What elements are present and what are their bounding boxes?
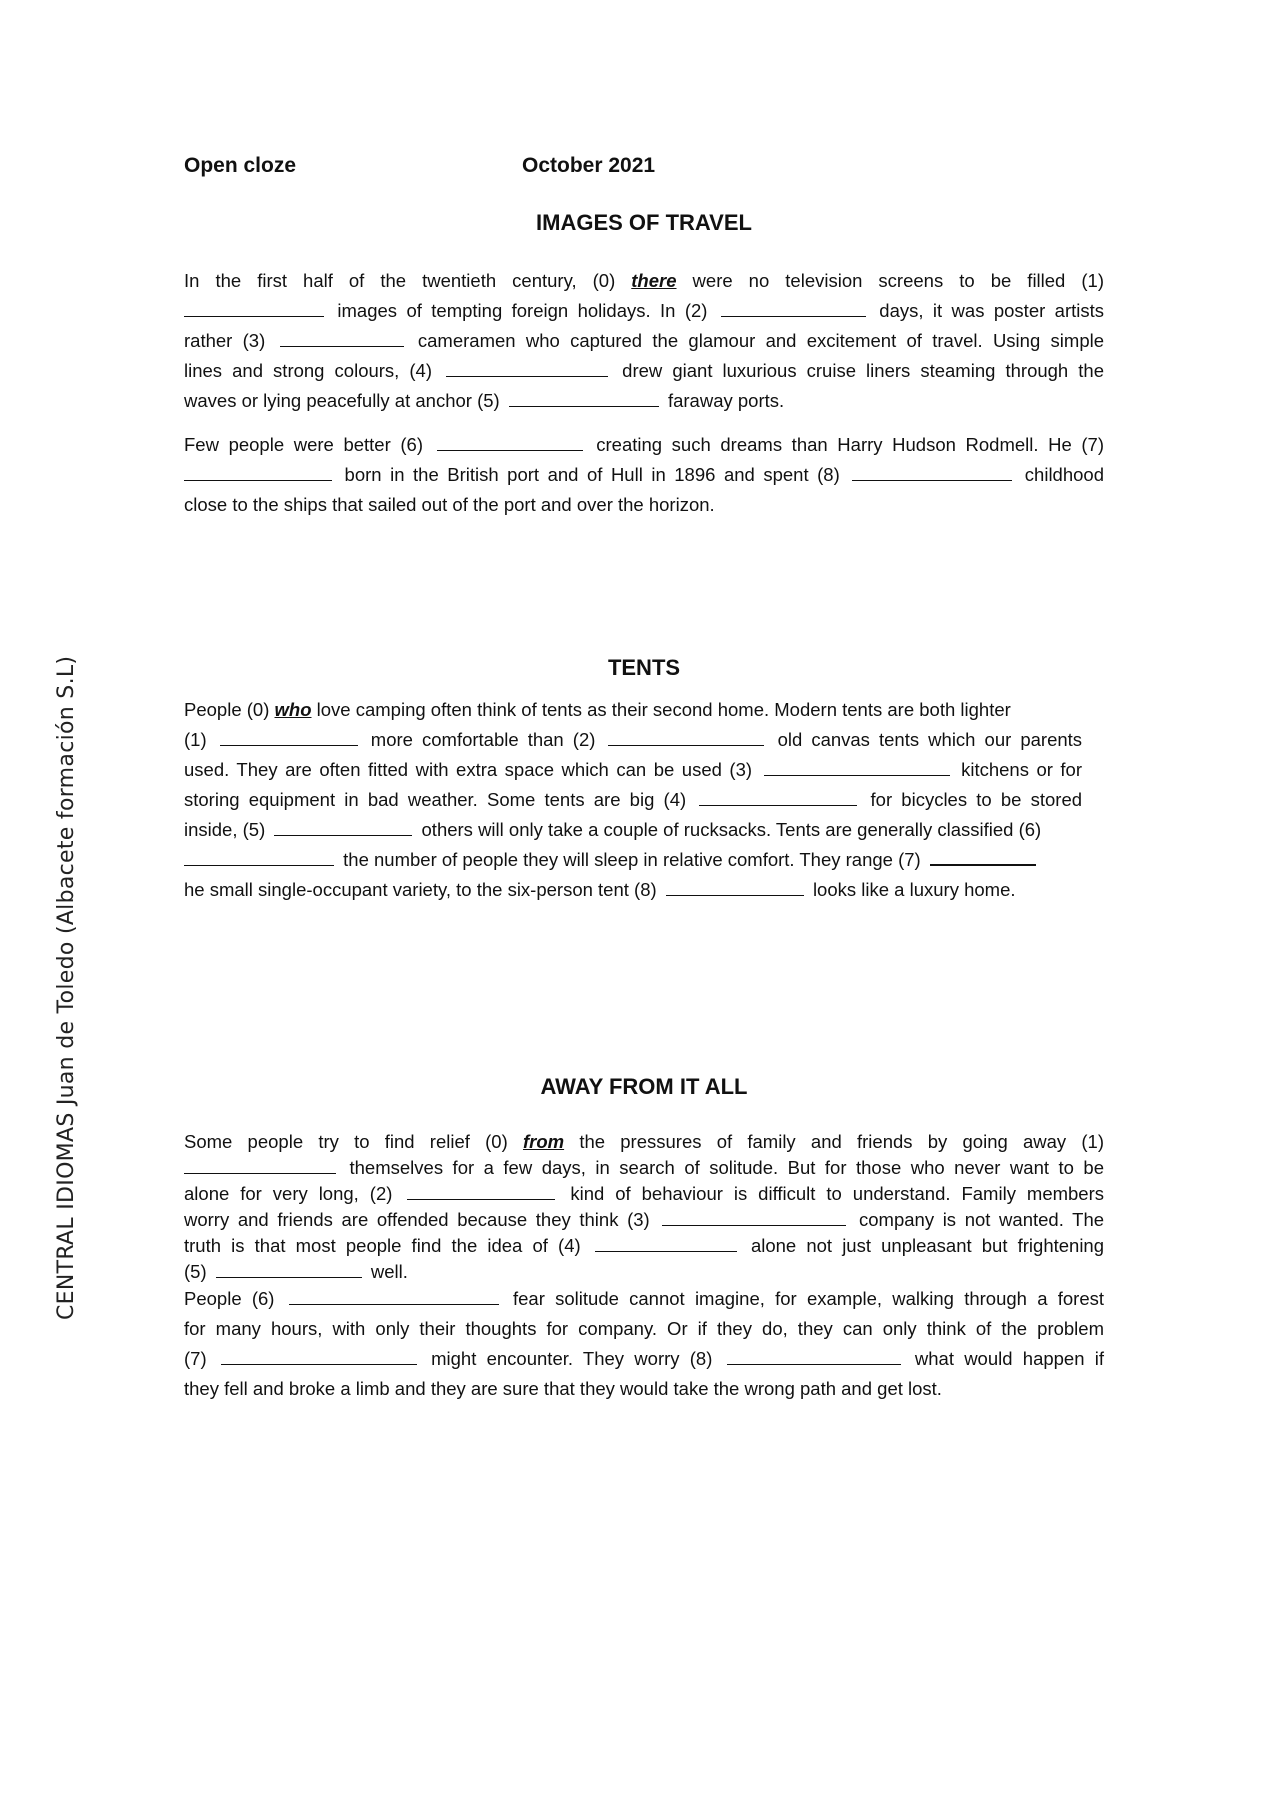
answer-blank-8[interactable]: [727, 1363, 901, 1365]
text-run: People (0): [184, 699, 270, 720]
text-run: for many hours, with only their thoughts for company. Or if they do, they can only think of the problem: [184, 1318, 1104, 1339]
text-line: [184, 430, 1104, 460]
answer-blank-3[interactable]: [662, 1224, 846, 1226]
travel-paragraph-1: [184, 266, 1104, 416]
text-run: what would happen if: [914, 1348, 1105, 1369]
text-run: Some people try to find relief (0): [184, 1131, 508, 1152]
answer-blank-1[interactable]: [220, 744, 358, 746]
text-run: well.: [370, 1261, 408, 1282]
text-line: [184, 1233, 1104, 1259]
answer-blank-5[interactable]: [509, 405, 659, 407]
answer-blank-1[interactable]: [184, 315, 324, 317]
text-line: [184, 490, 1104, 520]
text-run: more comfortable than (2): [370, 729, 596, 750]
text-run: truth is that most people find the idea of (4): [184, 1235, 581, 1256]
text-run: Few people were better (6): [184, 434, 423, 455]
answer-blank-4[interactable]: [595, 1250, 737, 1252]
text-run: drew giant luxurious cruise liners steaming through the: [622, 360, 1105, 381]
text-line: [184, 1344, 1104, 1374]
text-run: looks like a luxury home.: [812, 879, 1016, 900]
text-line: [184, 1259, 1104, 1285]
text-run: they fell and broke a limb and they are sure that they would take the wrong path and get lost.: [184, 1378, 942, 1399]
text-run: faraway ports.: [667, 390, 785, 411]
text-run: the number of people they will sleep in relative comfort. They range (7): [343, 849, 921, 870]
text-run: for bicycles to be stored: [870, 789, 1083, 810]
section-title-away-from-it-all: AWAY FROM IT ALL: [540, 1074, 748, 1099]
text-line: [184, 1129, 1104, 1155]
text-run: alone for very long, (2): [184, 1183, 393, 1204]
example-answer: who: [274, 699, 312, 720]
answer-blank-8[interactable]: [852, 479, 1012, 481]
text-run: others will only take a couple of rucksacks. Tents are generally classified (6): [421, 819, 1042, 840]
section-title-tents: TENTS: [607, 655, 681, 680]
side-watermark-label: CENTRAL IDIOMAS Juan de Toledo (Albacete formación S.L): [54, 655, 79, 1320]
text-line: [184, 875, 1104, 905]
answer-blank-7[interactable]: [221, 1363, 417, 1365]
tents-paragraph: [184, 695, 1104, 905]
text-run: company is not wanted. The: [859, 1209, 1105, 1230]
text-line: [184, 296, 1104, 326]
text-run: rather (3): [184, 330, 266, 351]
text-line: [184, 725, 1082, 755]
document-header: [184, 154, 1104, 184]
text-line: [184, 755, 1082, 785]
text-line: [184, 1314, 1104, 1344]
text-run: days, it was poster artists: [879, 300, 1105, 321]
text-run: kind of behaviour is difficult to understand. Family members: [570, 1183, 1105, 1204]
text-line: [184, 815, 1104, 845]
text-line: [184, 326, 1104, 356]
text-line: [184, 1181, 1104, 1207]
text-run: waves or lying peacefully at anchor (5): [184, 390, 500, 411]
text-line: [184, 1374, 1104, 1404]
text-run: (7): [184, 1348, 207, 1369]
text-line: [184, 460, 1104, 490]
text-run: creating such dreams than Harry Hudson Rodmell. He (7): [596, 434, 1105, 455]
text-line: [184, 1207, 1104, 1233]
answer-blank-4[interactable]: [699, 804, 857, 806]
text-run: were no television screens to be filled (1): [692, 270, 1104, 291]
text-run: he small single-occupant variety, to the six-person tent (8): [184, 879, 657, 900]
answer-blank-8[interactable]: [666, 894, 804, 896]
answer-blank-2[interactable]: [407, 1198, 555, 1200]
header-exercise-type: Open cloze: [184, 154, 297, 177]
text-run: People (6): [184, 1288, 275, 1309]
text-run: alone not just unpleasant but frightening: [750, 1235, 1105, 1256]
text-line: [184, 1284, 1104, 1314]
text-run: used. They are often fitted with extra space which can be used (3): [184, 759, 753, 780]
answer-blank-5[interactable]: [216, 1276, 362, 1278]
text-run: the pressures of family and friends by going away (1): [579, 1131, 1105, 1152]
text-line: [184, 1155, 1104, 1181]
text-run: close to the ships that sailed out of the port and over the horizon.: [184, 494, 715, 515]
text-run: images of tempting foreign holidays. In (2): [337, 300, 708, 321]
text-run: born in the British port and of Hull in 1896 and spent (8): [344, 464, 840, 485]
text-line: [184, 785, 1082, 815]
answer-blank-6[interactable]: [289, 1303, 499, 1305]
text-run: kitchens or for: [961, 759, 1083, 780]
text-line: [184, 845, 1104, 875]
text-line: [184, 386, 1104, 416]
text-run: (1): [184, 729, 207, 750]
away-paragraph-2: [184, 1284, 1104, 1404]
answer-blank-2[interactable]: [608, 744, 764, 746]
answer-blank-6[interactable]: [184, 864, 334, 866]
text-run: old canvas tents which our parents: [777, 729, 1083, 750]
answer-blank-6[interactable]: [437, 449, 583, 451]
answer-blank-1[interactable]: [184, 1172, 336, 1174]
header-date: October 2021: [522, 154, 656, 177]
text-run: themselves for a few days, in search of solitude. But for those who never want to be: [349, 1157, 1104, 1178]
text-run: love camping often think of tents as their second home. Modern tents are both lighter: [316, 699, 1011, 720]
away-paragraph-1: [184, 1129, 1104, 1285]
text-run: childhood: [1024, 464, 1104, 485]
text-run: cameramen who captured the glamour and excitement of travel. Using simple: [417, 330, 1105, 351]
text-run: might encounter. They worry (8): [431, 1348, 713, 1369]
answer-blank-5[interactable]: [274, 834, 412, 836]
example-answer: from: [522, 1131, 565, 1152]
travel-paragraph-2: [184, 430, 1104, 520]
text-line: [184, 695, 1104, 725]
answer-blank-3[interactable]: [764, 774, 950, 776]
answer-blank-2[interactable]: [721, 315, 866, 317]
text-run: storing equipment in bad weather. Some tents are big (4): [184, 789, 687, 810]
text-run: worry and friends are offended because they think (3): [184, 1209, 650, 1230]
answer-blank-4[interactable]: [446, 375, 608, 377]
text-run: inside, (5): [184, 819, 266, 840]
text-line: [184, 266, 1104, 296]
text-run: In the first half of the twentieth century, (0): [184, 270, 616, 291]
text-run: fear solitude cannot imagine, for example, walking through a forest: [513, 1288, 1105, 1309]
text-run: (5): [184, 1261, 207, 1282]
answer-blank-3[interactable]: [280, 345, 404, 347]
answer-blank-7[interactable]: [930, 863, 1036, 866]
section-title-images-of-travel: IMAGES OF TRAVEL: [536, 210, 752, 235]
text-run: lines and strong colours, (4): [184, 360, 433, 381]
example-answer: there: [631, 270, 677, 291]
answer-blank-7[interactable]: [184, 479, 332, 481]
text-line: [184, 356, 1104, 386]
